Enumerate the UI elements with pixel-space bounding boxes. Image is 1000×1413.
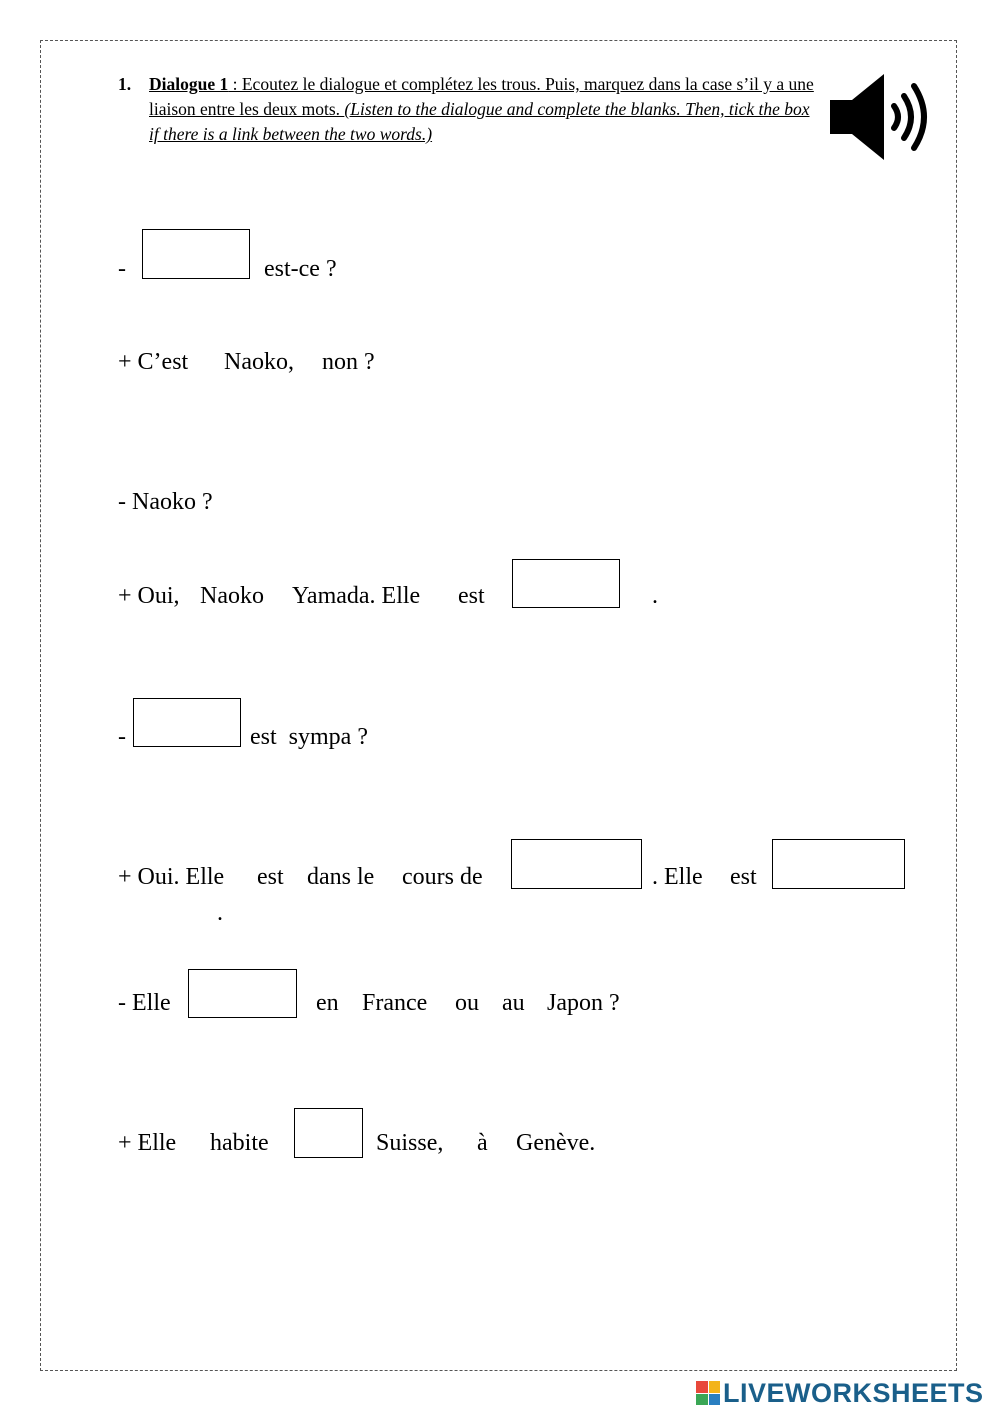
answer-blank-4[interactable] [511, 839, 642, 889]
word: + Oui, [118, 583, 180, 609]
word: à [477, 1130, 488, 1156]
word: France [362, 990, 428, 1016]
word: + Oui. Elle [118, 864, 225, 890]
word: + C’est [118, 349, 189, 375]
word: Naoko [200, 583, 264, 609]
logo-squares-icon [696, 1381, 720, 1405]
word: cours de [402, 864, 483, 890]
punctuation: . [217, 900, 223, 926]
punctuation: . [652, 583, 658, 609]
answer-blank-5[interactable] [772, 839, 905, 889]
word: Naoko, [224, 349, 294, 375]
word: ou [455, 990, 479, 1016]
word: Yamada. Elle [292, 583, 421, 609]
word: est [730, 864, 757, 890]
logo-text: LIVEWORKSHEETS [723, 1377, 984, 1408]
word: - Elle [118, 990, 171, 1016]
answer-blank-3[interactable] [133, 698, 241, 747]
word: est [458, 583, 485, 609]
liveworksheets-logo [696, 1376, 984, 1410]
line-prefix: - [118, 256, 126, 282]
word: non ? [322, 349, 375, 375]
line-text: est sympa ? [250, 724, 368, 750]
speaker-volume-icon[interactable] [828, 72, 934, 162]
word: Japon ? [547, 990, 620, 1016]
word: habite [210, 1130, 269, 1156]
word: est [257, 864, 284, 890]
instruction-french: : Ecoutez le dialogue et complétez les trous. Puis, marquez dans la case s’il y a une liaison entre les deux mots. [149, 74, 814, 119]
word: en [316, 990, 339, 1016]
word: au [502, 990, 525, 1016]
line-text: est-ce ? [264, 256, 337, 282]
answer-blank-6[interactable] [188, 969, 297, 1018]
answer-blank-7[interactable] [294, 1108, 363, 1158]
word: dans le [307, 864, 375, 890]
exercise-instruction [118, 72, 818, 147]
line-text: - Naoko ? [118, 489, 213, 515]
word: Genève. [516, 1130, 596, 1156]
word: . Elle [652, 864, 703, 890]
exercise-title: Dialogue 1 [149, 74, 229, 94]
line-prefix: - [118, 724, 126, 750]
answer-blank-1[interactable] [142, 229, 250, 279]
answer-blank-2[interactable] [512, 559, 620, 608]
instruction-english: (Listen to the dialogue and complete the blanks. Then, tick the box if there is a link between the two words.) [149, 99, 810, 144]
instruction-text [149, 72, 818, 147]
word: + Elle [118, 1130, 177, 1156]
exercise-number: 1. [118, 74, 132, 94]
word: Suisse, [376, 1130, 444, 1156]
